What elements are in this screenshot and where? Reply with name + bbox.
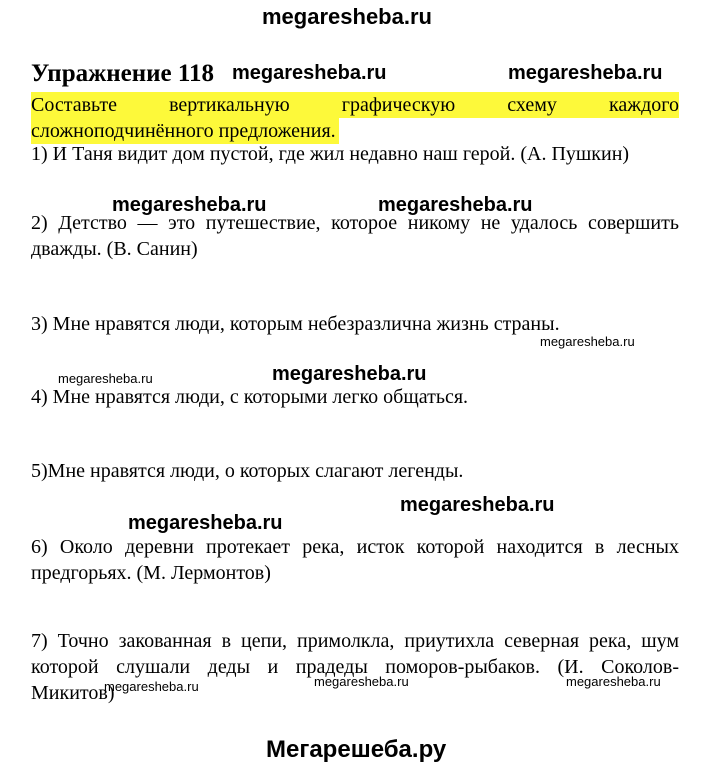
sentence-2-line-2: дважды. (В. Санин) — [31, 238, 198, 260]
sentence-5: 5)Мне нравятся люди, о которых слагают легенды. — [31, 460, 464, 482]
watermark: megaresheba.ru — [128, 512, 283, 534]
watermark: megaresheba.ru — [104, 679, 199, 694]
footer-site-title: Мегарешеба.ру — [266, 736, 447, 763]
watermark: megaresheba.ru — [378, 194, 533, 216]
watermark: megaresheba.ru — [314, 674, 409, 689]
sentence-6 — [31, 534, 679, 560]
header-site-title: megaresheba.ru — [262, 4, 432, 29]
watermark: megaresheba.ru — [508, 62, 663, 84]
sentence-6-line-1: 6) Около деревни протекает река, исток которой находится в лесных — [31, 536, 679, 558]
sentence-3: 3) Мне нравятся люди, которым небезразлична жизнь страны. — [31, 313, 560, 335]
sentence-7 — [31, 628, 679, 654]
task-line-1 — [31, 92, 679, 118]
watermark: megaresheba.ru — [112, 194, 267, 216]
watermark: megaresheba.ru — [272, 363, 427, 385]
sentence-7-line-3: Микитов) — [31, 682, 115, 704]
watermark: megaresheba.ru — [540, 334, 635, 349]
sentence-6-line-2: предгорьях. (М. Лермонтов) — [31, 562, 271, 584]
sentence-4: 4) Мне нравятся люди, с которыми легко общаться. — [31, 386, 469, 408]
task-line-2: сложноподчинённого предложения. — [31, 118, 339, 144]
sentence-7-line-2: которой слушали деды и прадеды поморов-рыбаков. (И. Соколов- — [31, 656, 679, 678]
sentence-2-line-1: 2) Детство — это путешествие, которое никому не удалось совершить — [31, 212, 679, 234]
watermark: megaresheba.ru — [400, 494, 555, 516]
sentence-1: 1) И Таня видит дом пустой, где жил недавно наш герой. (А. Пушкин) — [31, 143, 630, 165]
watermark: megaresheba.ru — [232, 62, 387, 84]
exercise-title: Упражнение 118 — [31, 60, 215, 87]
task-text-1: Составьте вертикальную графическую схему каждого — [31, 94, 679, 116]
sentence-7-line-1: 7) Точно закованная в цепи, примолкла, приутихла северная река, шум — [31, 630, 679, 652]
watermark: megaresheba.ru — [58, 371, 153, 386]
watermark: megaresheba.ru — [566, 674, 661, 689]
